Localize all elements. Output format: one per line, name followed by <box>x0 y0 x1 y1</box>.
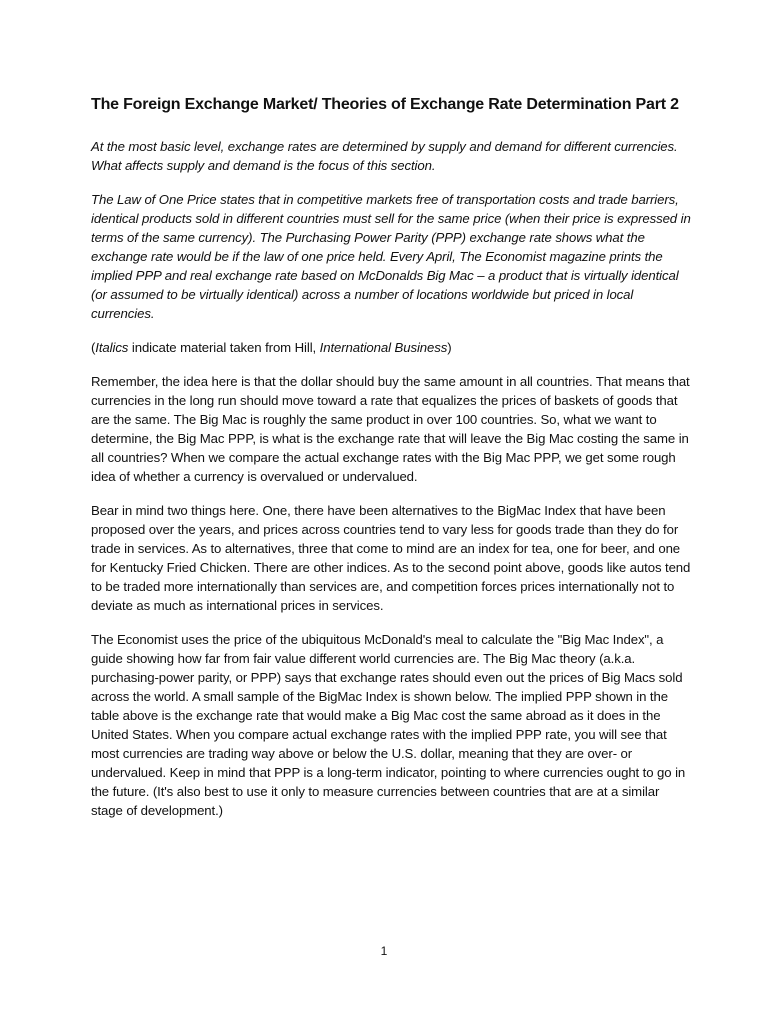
note-open-paren: ( <box>91 340 96 355</box>
document-title: The Foreign Exchange Market/ Theories of Exchange Rate Determination Part 2 <box>91 96 679 113</box>
economist-paragraph: The Economist uses the price of the ubiquitous McDonald's meal to calculate the "Big Mac Index", a guide showing how far from fair value different world currencies are. The Big Mac theory (a.k.a. purchasing-power parity, or PPP) says that exchange rates should even out the prices of Big Macs sold across the world. A small sample of the BigMac Index is shown below. The implied PPP shown in the table above is the exchange rate that would make a Big Mac cost the same abroad as it does in the United States. When you compare actual exchange rates with the implied PPP rate, you will see that most currencies are trading way above or below the U.S. dollar, meaning that they are over- or undervalued. Keep in mind that PPP is a long-term indicator, pointing to where currencies ought to go in the future. (It's also best to use it only to measure currencies between countries that are at a similar stage of development.) <box>91 632 686 818</box>
intro-paragraph: At the most basic level, exchange rates are determined by supply and demand for different currencies. What affects supply and demand is the focus of this section. <box>91 139 678 173</box>
bear-in-mind-paragraph: Bear in mind two things here. One, there have been alternatives to the BigMac Index that have been proposed over the years, and prices across countries tend to vary less for goods trade than they do for trade in services. As to alternatives, three that come to mind are an index for tea, one for beer, and one for Kentucky Fried Chicken. There are other indices. As to the second point above, goods like autos tend to be traded more internationally than services are, and competition forces prices internationally not to deviate as much as international prices in services. <box>91 503 691 613</box>
note-italics-word: Italics <box>95 340 129 355</box>
note-close-paren: ) <box>447 340 452 355</box>
page-number: 1 <box>380 944 388 958</box>
note-middle-text: indicate material taken from Hill, <box>128 340 320 355</box>
source-note-paragraph <box>91 338 691 357</box>
remember-paragraph: Remember, the idea here is that the dollar should buy the same amount in all countries. That means that currencies in the long run should move toward a rate that equalizes the prices of baskets of goods that are the same. The Big Mac is roughly the same product in over 100 countries. So, what we want to determine, the Big Mac PPP, is what is the exchange rate that will leave the Big Mac costing the same in all countries? When we compare the actual exchange rates with the Big Mac PPP, we get some rough idea of whether a currency is overvalued or undervalued. <box>91 374 690 484</box>
law-of-one-price-paragraph: The Law of One Price states that in competitive markets free of transportation costs and trade barriers, identical products sold in different countries must sell for the same price (when their price is expressed in terms of the same currency). The Purchasing Power Parity (PPP) exchange rate shows what the exchange rate would be if the law of one price held. Every April, The Economist magazine prints the implied PPP and real exchange rate based on McDonalds Big Mac – a product that is virtually identical (or assumed to be virtually identical) across a number of locations worldwide but priced in local currencies. <box>91 192 691 321</box>
note-source-title: International Business <box>319 340 448 355</box>
document-body <box>91 94 691 835</box>
